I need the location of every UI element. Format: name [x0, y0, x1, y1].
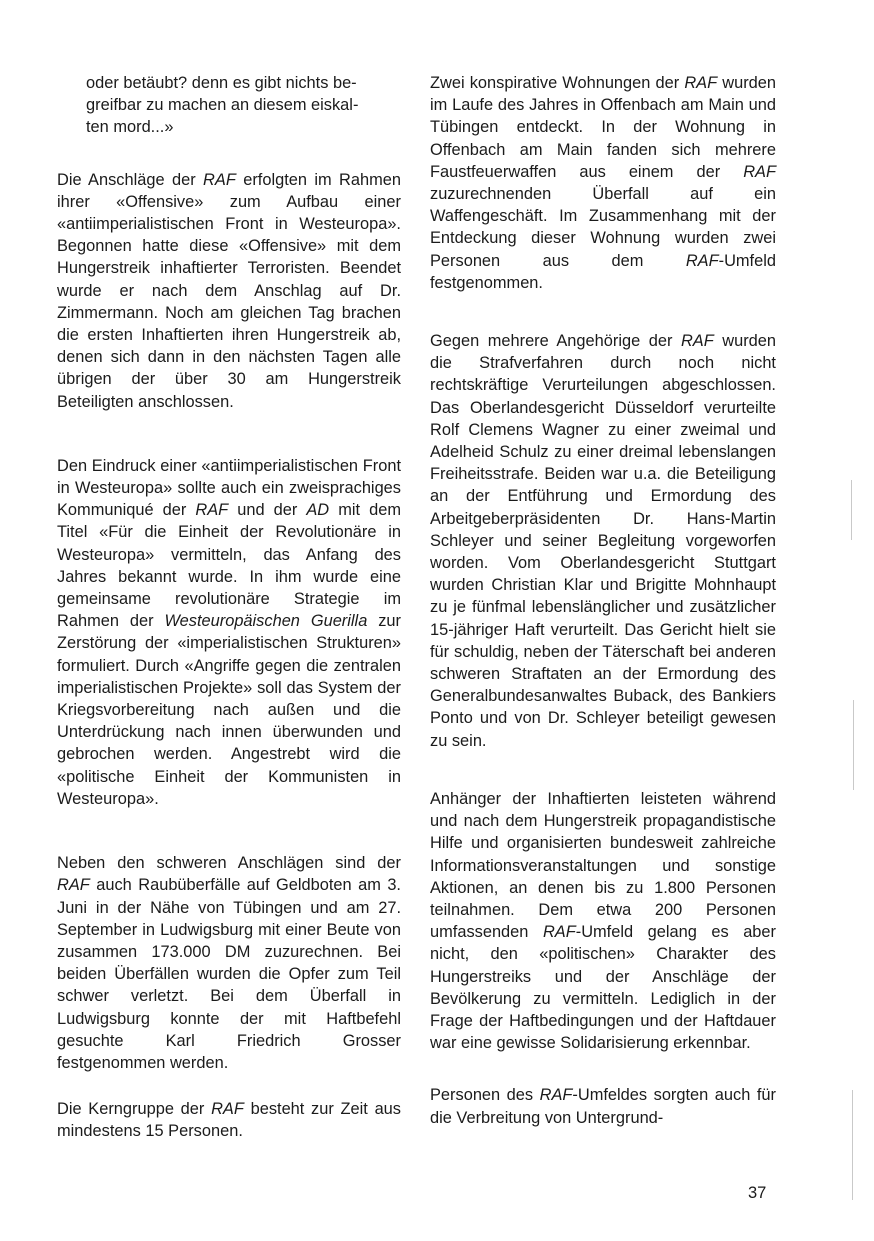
- quote-paragraph: [57, 72, 401, 139]
- left-column: [57, 72, 401, 1143]
- quote-line: oder betäubt? denn es gibt nichts be-: [86, 74, 357, 92]
- paragraph-kerngruppe: Die Kerngruppe der RAF besteht zur Zeit aus mindestens 15 Personen.: [57, 1100, 401, 1141]
- scan-edge-mark: [852, 1090, 853, 1200]
- paragraph-strafverfahren: Gegen mehrere Angehörige der RAF wurden die Strafverfahren durch noch nicht rechtskräftige Verurteilungen abgeschlossen. Das Oberlandesgericht Düsseldorf verurteilte Rolf Clemens Wagner zu einer zweimal und Adelheid Schulz zu einer dreimal lebenslangen Freiheitsstrafe. Beiden war u.a. die Beteiligung an der Entführung und Ermordung des Arbeitgeberpräsidenten Dr. Hans-Martin Schleyer und seiner Begleitung vorgeworfen worden. Vom Oberlandesgericht Stuttgart wurden Christian Klar und Brigitte Mohnhaupt zu je fünfmal lebenslänglicher und zusätzlicher 15-jähriger Haft verurteilt. Das Gericht hielt sie für schuldig, neben der Täterschaft bei anderen schweren Straftaten an der Ermordung des Generalbundesanwaltes Buback, des Bankiers Ponto und von Dr. Schleyer beteiligt gewesen zu sein.: [430, 332, 777, 750]
- scan-edge-mark: [853, 700, 854, 790]
- quote-line: ten mord...»: [86, 118, 174, 137]
- scan-edge-mark: [851, 480, 852, 540]
- paragraph-anhaenger: Anhänger der Inhaftierten leisteten während und nach dem Hungerstreik propagandistische Hilfe und organisierten bundesweit zahlreiche Informationsveranstaltungen und sonstige Aktionen, an denen bis zu 1.800 Personen teilnahmen. Dem etwa 200 Personen umfassenden RAF-Umfeld gelang es aber nicht, den «politischen» Charakter des Hungerstreiks und der Anschläge der Bevölkerung zu vermitteln. Lediglich in der Frage der Haftbedingungen und der Haftdauer war eine gewisse Solidarisierung erkennbar.: [430, 789, 777, 1053]
- right-column: [430, 72, 776, 1129]
- paragraph-kommunique: Den Eindruck einer «antiimperialistischen Front in Westeuropa» sollte auch ein zweisprachiges Kommuniqué der RAF und der AD mit dem Titel «Für die Einheit der Revolutionäre in Westeuropa» vermitteln, das Anfang des Jahres bekannt wurde. In ihm wurde eine gemeinsame revolutionäre Strategie im Rahmen der Westeuropäischen Guerilla zur Zerstörung der «imperialistischen Strukturen» formuliert. Durch «Angriffe gegen die zentralen imperialistischen Projekte» soll das System der Kriegsvorbereitung nach außen und die Unterdrückung nach innen überwunden und gebrochen werden. Angestrebt wird die «politische Einheit der Kommunisten in Westeuropa».: [57, 456, 401, 808]
- paragraph-wohnungen: Zwei konspirative Wohnungen der RAF wurden im Laufe des Jahres in Offenbach am Main und Tübingen entdeckt. In der Wohnung in Offenbach am Main fanden sich mehrere Faustfeuerwaffen aus einem der RAF zuzurechnenden Überfall auf ein Waffengeschäft. Im Zusammenhang mit der Entdeckung dieser Wohnung wurden zwei Personen aus dem RAF-Umfeld festgenommen.: [430, 74, 776, 292]
- page-number: 37: [748, 1184, 767, 1202]
- paragraph-umfeld: Personen des RAF-Umfeldes sorgten auch für die Verbreitung von Untergrund-: [430, 1086, 776, 1127]
- paragraph-raubueberfaelle: Neben den schweren Anschlägen sind der RAF auch Raubüberfälle auf Geldboten am 3. Juni in der Nähe von Tübingen und am 27. September in Ludwigsburg mit einer Beute von zusammen 173.000 DM zuzurechnen. Bei beiden Überfällen wurden die Opfer zum Teil schwer verletzt. Bei dem Überfall in Ludwigsburg konnte der mit Haftbefehl gesuchte Karl Friedrich Grosser festgenommen werden.: [57, 854, 401, 1072]
- quote-line: greifbar zu machen an diesem eiskal-: [86, 96, 359, 115]
- paragraph-offensive: Die Anschläge der RAF erfolgten im Rahmen ihrer «Offensive» zum Aufbau einer «antiimperialistischen Front in Westeuropa». Begonnen hatte diese «Offensive» mit dem Hungerstreik inhaftierter Terroristen. Beendet wurde er nach dem Anschlag auf Dr. Zimmermann. Noch am gleichen Tag brachen die ersten Inhaftierten ihren Hungerstreik ab, denen sich dann in den nächsten Tagen alle übrigen der über 30 am Hungerstreik Beteiligten anschlossen.: [57, 170, 401, 411]
